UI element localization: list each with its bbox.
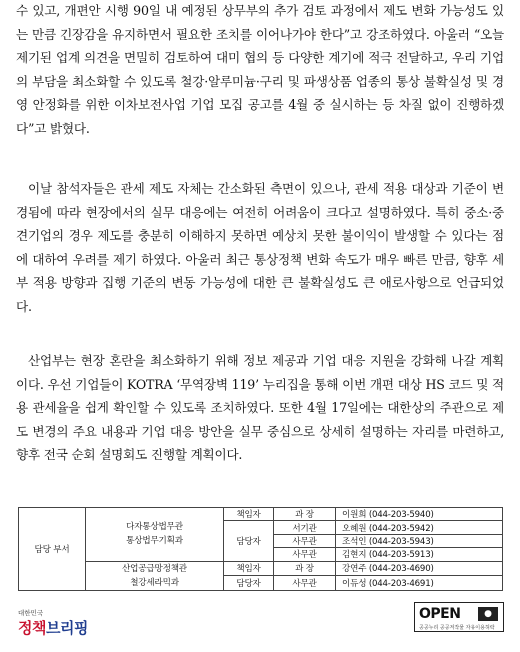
body-paragraph-3: 산업부는 현장 혼란을 최소화하기 위해 정보 제공과 기업 대응 지원을 강화해 나갈 계획이다. 우선 기업들이 KOTRA ‘무역장벽 119’ 누리집을 통해 이번 개편 대상 HS 코드 및 적용 관세율을 쉽게 확인할 수 있도록 조치하였다. 또한 4월 17일에는 대한상의 주관으로 제도 변경의 주요 내용과 기업 대응 방안을 실무 중심으로 상세히 설명하는 자리를 마련하고, 향후 전국 순회 설명회도 진행할 계획이다. (16, 353, 504, 463)
contact-name-phone: 김현지 (044-203-5913) (336, 548, 503, 561)
role-lead: 책임자 (224, 561, 274, 576)
body-paragraph-1: 수 있고, 개편안 시행 90일 내 예정된 상무부의 추가 검토 과정에서 제도 변화 가능성도 있는 만큼 긴장감을 유지하면서 필요한 조치를 이어나가야 한다”고 강조하였다. 아울러 “오늘 제기된 업계 의견을 면밀히 검토하여 대미 협의 등 다양한 계기에 적극 전달하고, 우리 기업의 부담을 최소화할 수 있도록 철강·알루미늄·구리 및 파생상품 업종의 통상 불확실성 및 경영 안정화를 위한 이차보전사업 기업 모집 공고를 4월 중 실시하는 등 차질 없이 진행하겠다”고 밝혔다. (16, 3, 504, 136)
job-title: 사무관 (274, 548, 336, 561)
dept-name: 다자통상법무관 (126, 522, 183, 533)
dept-name: 산업공급망정책관 (122, 563, 187, 574)
logo-caption: 대한민국 (18, 609, 44, 617)
korea-policy-briefing-logo (18, 609, 88, 638)
contact-table (18, 507, 503, 591)
open-badge-caption: 공공누리 공공저작물 자유이용허락 (419, 625, 495, 631)
person-doc-icon: ● (478, 607, 498, 621)
contact-name-phone: 이듀성 (044-203-4691) (336, 576, 503, 591)
job-title: 과 장 (274, 561, 336, 576)
contact-name-phone: 이원희 (044-203-5940) (336, 508, 503, 521)
division-name: 철강세라믹과 (130, 577, 179, 588)
logo-text-part1: 정책 (18, 619, 46, 637)
job-title: 사무관 (274, 534, 336, 547)
kogl-open-license-badge (414, 602, 504, 632)
dept-cell-steel (86, 561, 224, 590)
job-title: 사무관 (274, 576, 336, 591)
division-name: 통상법무기획과 (126, 536, 183, 547)
contact-name-phone: 조석인 (044-203-5943) (336, 534, 503, 547)
role-staff: 담당자 (224, 576, 274, 591)
job-title: 서기관 (274, 521, 336, 534)
open-badge-word: OPEN (419, 606, 461, 622)
role-lead: 책임자 (224, 508, 274, 521)
role-staff: 담당자 (224, 521, 274, 561)
contact-name-phone: 오혜원 (044-203-5942) (336, 521, 503, 534)
contact-table-header: 담당 부서 (19, 508, 86, 591)
body-paragraph-2: 이날 참석자들은 관세 제도 자체는 간소화된 측면이 있으나, 관세 적용 대상과 기준이 변경됨에 따라 현장에서의 실무 대응에는 여전히 어려움이 크다고 설명하였다. 특히 중소·중견기업의 경우 제도를 충분히 이해하지 못하면 예상치 못한 불이익이 발생할 수 있다는 점에 대하여 우려를 제기 하였다. 아울러 최근 통상정책 변화 속도가 매우 빠른 만큼, 향후 세부 적용 방향과 집행 기준의 변동 가능성에 대한 큰 불확실성도 큰 애로사항으로 언급되었다. (16, 181, 504, 314)
dept-cell-trade-law (86, 508, 224, 562)
logo-text-part2: 브리핑 (45, 619, 88, 637)
job-title: 과 장 (274, 508, 336, 521)
contact-name-phone: 강연주 (044-203-4690) (336, 561, 503, 576)
